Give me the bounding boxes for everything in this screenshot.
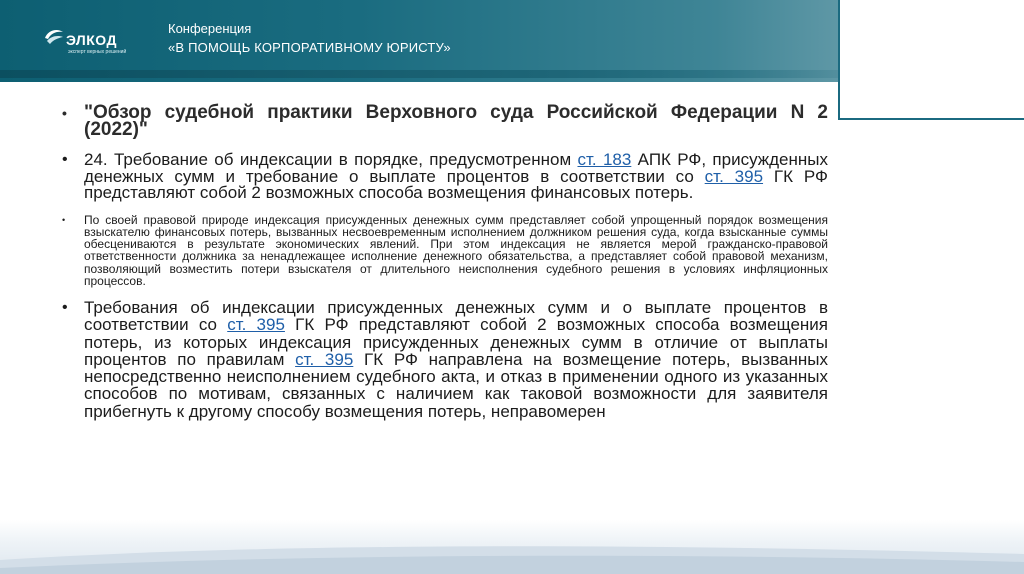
p1-text-3: ГК РФ представляют собой 2 возможных способа возмещения финансовых потерь.	[84, 166, 828, 202]
conference-label: Конференция	[168, 21, 252, 36]
elcode-logo	[42, 22, 142, 62]
p1-text-2: АПК РФ, присужденных денежных сумм и требование о выплате процентов в соответствии со	[84, 150, 829, 186]
bullet-icon: •	[62, 151, 68, 168]
p2-text: По своей правовой природе индексация присужденных денежных сумм представляет собой упрощенный порядок возмещения взыскателю финансовых потерь, вызванных несвоевременным исполнением должником решения суда, когда взысканные суммы обесцениваются в результате экономических явлений. При этом индексация не является мерой гражданско-правовой ответственности должника за ненадлежащее исполнение денежного обязательства, а представляет собой правовой механизм, позволяющий возместить потери взыскателя от длительного неисполнения судебного решения в условиях инфляционных процессов.	[84, 212, 828, 288]
link-gk-395-second[interactable]: ст. 395	[295, 349, 354, 369]
link-gk-395[interactable]: ст. 395	[227, 315, 285, 335]
p3-text-1: Требования об индексации присужденных денежных сумм и о выплате процентов в соответствии со	[84, 298, 828, 335]
slide-content	[62, 104, 828, 420]
logo-name: ЭЛКОД	[66, 32, 117, 48]
link-gk-395[interactable]: ст. 395	[704, 166, 764, 186]
paragraph-1	[62, 152, 828, 202]
logo-swirl-icon	[42, 24, 66, 48]
bullet-icon: •	[62, 214, 66, 225]
bottom-swoosh	[0, 540, 1024, 574]
p1-text-1: 24. Требование об индексации в порядке, предусмотренном	[84, 150, 578, 169]
slide-title	[62, 104, 828, 138]
bullet-icon: •	[62, 105, 67, 121]
link-apk-183[interactable]: ст. 183	[577, 150, 632, 169]
p3-text-2: ГК РФ представляют собой 2 возможных способа возмещения потерь, из которых индексация присужденных денежных сумм в отличие от выплаты процентов по правилам	[84, 315, 828, 369]
bullet-icon: •	[62, 299, 68, 317]
corner-box	[838, 0, 1024, 120]
logo-tagline: эксперт верных решений	[68, 49, 127, 55]
header-stripe	[0, 70, 900, 78]
title-text: "Обзор судебной практики Верховного суда Российской Федерации N 2 (2022)"	[84, 102, 828, 140]
paragraph-2	[62, 214, 828, 288]
conference-title: «В ПОМОЩЬ КОРПОРАТИВНОМУ ЮРИСТУ»	[168, 40, 451, 55]
p3-text-3: ГК РФ направлена на возмещение потерь, вызванных непосредственно неисполнением судебного акта, и отказ в применении одного из указанных способов по мотивам, связанных с наличием как таковой возможности для заявителя прибегнуть к другому способу возмещения потерь, неправомерен	[84, 349, 828, 421]
paragraph-3	[62, 299, 828, 419]
